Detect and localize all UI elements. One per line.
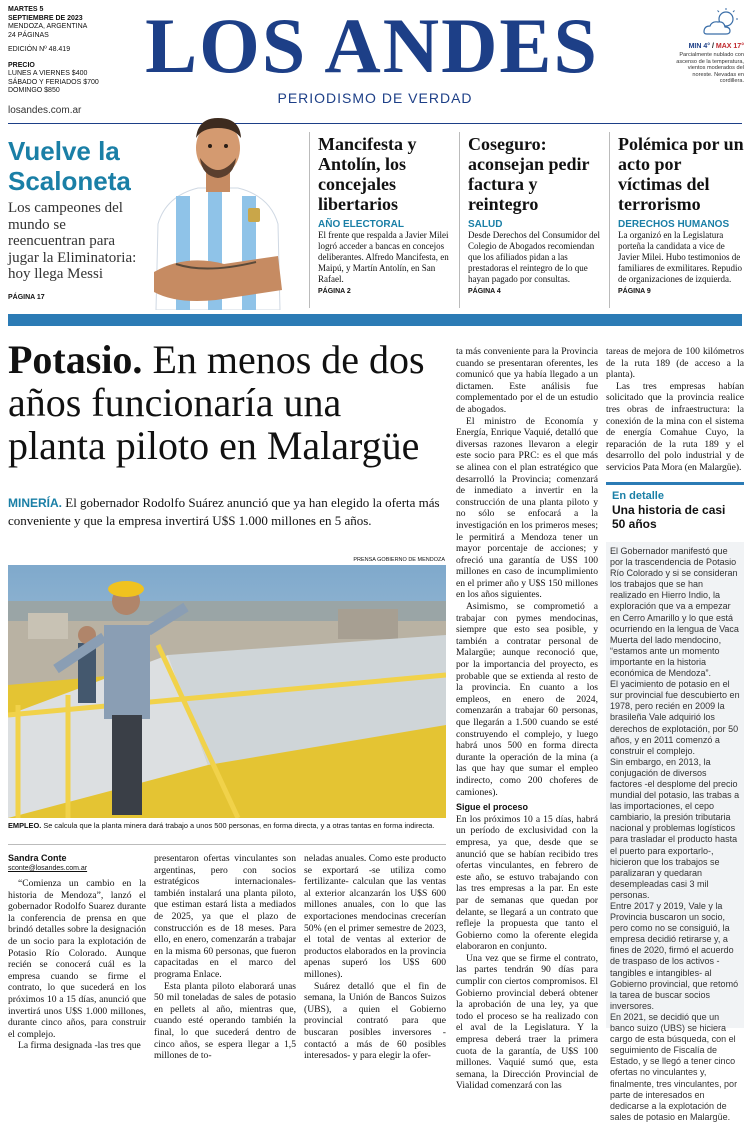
paragraph: tareas de mejora de 100 kilómetros de la ruta 189 (de acceso a la planta). <box>606 346 744 381</box>
main-headline[interactable] <box>8 338 448 467</box>
article-column-4 <box>456 346 598 1092</box>
promo-headline: Mancifesta y Antolín, los concejales libertarios <box>318 134 417 214</box>
article-column-2 <box>154 853 296 1062</box>
photo-caption <box>8 821 448 830</box>
subheading: Sigue el proceso <box>456 802 529 813</box>
paragraph: ta más conveniente para la Provincia cuando se presentaran oferentes, les comunicó que ya había llegado a un dictamen. Este análisis fue complementado por el de un estudio de abogados. <box>456 346 598 415</box>
promo-text: El frente que respalda a Javier Milei logró acceder a bancas en concejos deliberantes. Alfredo Mancifesta, en Maipú, y Martín Antolín, en San Rafael. <box>318 230 449 284</box>
paragraph: Una vez que se firme el contrato, las partes tendrán 90 días para cumplir con ciertos compromisos. El Gobierno provincial deberá obtener la aprobación de una ley, ya que todo el proceso se ha realizado con el aval de la Legislatura. Y la empresa deberá traer la primera cuota de la garantía, de U$S 100 millones. Vaquié sumó que, esta semana, la Dirección Provincial de Vialidad comenzará con las <box>456 952 598 1092</box>
promo-kicker: DERECHOS HUMANOS <box>618 219 730 230</box>
paragraph: El ministro de Economía y Energía, Enrique Vaquié, detalló que diversas razones llevaron a elegir este socio para PRC: es el que más se alinea con el plan estratégico que desarrolló la Provincia; comenzará de inmediato a invertir en la construcción de una planta piloto y no sólo se enfocará a la investigación en los primeros meses; le permitirá a Mendoza tener un mayor porcentaje de acciones; y ofreció una garantía de U$S 100 millones en caso de incumplimiento en el primer año y U$S 150 millones en los años siguientes. <box>456 415 598 601</box>
price-label: PRECIO <box>8 61 35 69</box>
main-deck-text: El gobernador Rodolfo Suárez anunció que ya han elegido la oferta más conveniente y que la empresa invertirá U$S 1.000 millones en 5 años. <box>8 495 440 528</box>
weather-max: MAX 17° <box>715 43 744 50</box>
promo-kicker: AÑO ELECTORAL <box>318 219 404 230</box>
article-column-1 <box>8 878 146 1052</box>
main-photo <box>8 565 446 818</box>
weather-min: MIN 4° <box>688 43 711 50</box>
masthead-tagline: PERIODISMO DE VERDAD <box>277 90 473 106</box>
sidebar-body <box>610 546 740 1123</box>
paragraph: Esta planta piloto elaborará unas 50 mil toneladas de sales de potasio en pellets al año, mientras que, cuando esté operando también la final, lo que sucederá dentro de cinco años, se espera llegar a 1,5 millones de to- <box>154 980 296 1062</box>
promo-divider <box>459 132 460 308</box>
edition-date-2: SEPTIEMBRE DE 2023 <box>8 14 83 22</box>
promo-kicker: SALUD <box>468 219 503 230</box>
main-deck-kicker: MINERÍA. <box>8 496 62 510</box>
main-deck <box>8 494 448 529</box>
photo-credit: PRENSA GOBIERNO DE MENDOZA <box>353 557 445 563</box>
paragraph: En 2021, se decidió que un banco suizo (UBS) se hiciera cargo de esta búsqueda, con el seguimiento de Fiscalía de Estado, y se llegó a tener cinco ofertas no vinculantes y, finalmente, tres vinculantes, por parte de interesados en dedicarse a la explotación de sales de potasio en Malargüe. <box>610 1011 738 1122</box>
weather-temps: MIN 4° / MAX 17° <box>688 43 744 50</box>
edition-number: EDICIÓN Nº 48.419 <box>8 46 71 53</box>
paragraph: Suárez detalló que el fin de semana, la Unión de Bancos Suizos (UBS), a quien el Gobierno provincial contrató para que buscaran posibles inversores -contactó a más de 60 posibles interesados- y para elegir la ofer- <box>304 980 446 1062</box>
promo-text: La organizó en la Legislatura porteña la candidata a vice de Javier Milei. Hubo testimonios de familiares de exmilitares. Repudio de organizaciones de izquierda. <box>618 230 742 284</box>
edition-pages: 24 PÁGINAS <box>8 31 49 39</box>
sidebar-kicker: En detalle <box>612 490 664 502</box>
caption-divider <box>8 844 446 845</box>
paragraph: En los próximos 10 a 15 días, habrá un período de exclusividad con la empresa, ya que, desde que se anunció que se habían recibido tres ofertas vinculantes, en febrero de este año, se estuvo trabajando con las tres empresas a la par. En este par de semanas que quedan por delante, se llegará a un contrato que refleje la propuesta que tanto el Gobierno como la oferente elegida elaboraron en conjunto. <box>456 813 598 953</box>
main-headline-rest: En menos de dos años funcionaría una planta piloto en Malargüe <box>8 337 425 468</box>
price-weekday: LUNES A VIERNES $400 <box>8 70 88 77</box>
paragraph: El Gobernador manifestó que por la trascendencia de Potasio Río Colorado y si se consideran los trabajos que se han realizado en Hierro Indio, la exploración que va a empezar en Cerro Amarillo y lo que está ocurriendo en la lengua de Vaca Muerta del lado mendocino, “estamos ante un momento importante en la historia económica de Mendoza”. <box>610 546 739 679</box>
paragraph: presentaron ofertas vinculantes son argentinas, pero con socios estratégicos internacionales- también instalará una planta piloto, que estiman estará lista a mediados de 2025, ya que el plazo de construcción es de 18 meses. Para ello, en enero, comenzarán a trabajar en la misma 60 personas, que fueron capacitadas en el marco del programa Enlace. <box>154 853 296 980</box>
promo-divider <box>309 132 310 308</box>
masthead-divider <box>8 123 742 124</box>
paragraph: neladas anuales. Como este producto se exportará -se utiliza como fertilizante- calculan que las ventas al exterior alcanzarán los U$S 600 millones anuales, con lo que las exportaciones mendocinas crecerían 50% (en el primer semestre de 2023, el total de ventas al exterior de productos elaborados en la provincia apenas superó los U$S 600 millones). <box>304 853 446 980</box>
promo-divider <box>609 132 610 308</box>
promo-page: PÁGINA 2 <box>318 288 351 295</box>
paragraph: El yacimiento de potasio en el sur provincial fue descubierto en 1978, pero recién en 2009 la brasileña Vale adquirió los derechos de explotación, por 50 años, y en 2011 comenzó a construir el complejo. <box>610 679 740 756</box>
paragraph: Las tres empresas habían solicitado que la provincia realice tres obras de infraestructura: la conexión de la mina con el sistema de energía Comahue Cuyo, la reparación de la ruta 189 y el desarrollo del polo industrial y de servicios Pata Mora (en Malargüe). <box>606 380 744 473</box>
promo-sports[interactable] <box>8 132 298 310</box>
promo-text: Desde Derechos del Consumidor del Colegio de Abogados recomiendan que los afiliados pidan a las prestadoras el reintegro de lo que hayan pagado por consultas. <box>468 230 600 284</box>
masthead-logo: LOS ANDES <box>145 2 599 89</box>
author-email[interactable]: sconte@losandes.com.ar <box>8 865 88 872</box>
paragraph: Sin embargo, en 2013, la conjugación de diversos factores -el desplome del precio mundial del potasio, las trabas a las importaciones, el cepo cambiario, la presión tributaria nacional y problemas logísticos para trasladar el producto hasta el puerto para exportarlo-, hicieron que los trabajos se paralizaran y quedaran desempleadas casi 3 mil personas. <box>610 756 740 900</box>
promo-sports-headline: Vuelve la Scaloneta <box>8 136 131 196</box>
promo-headline: Polémica por un acto por víctimas del terrorismo <box>618 134 744 214</box>
author-name: Sandra Conte <box>8 853 67 863</box>
edition-date: MARTES 5 <box>8 6 44 13</box>
price-saturday: SÁBADO Y FERIADOS $700 <box>8 78 99 86</box>
paragraph: La firma designada -las tres que <box>18 1040 141 1052</box>
promo-card[interactable] <box>318 134 454 295</box>
edition-city: MENDOZA, ARGENTINA <box>8 23 88 30</box>
section-divider-bar <box>8 314 742 326</box>
promo-card[interactable] <box>618 134 744 295</box>
player-photo <box>146 104 290 310</box>
promo-sports-deck: Los campeones del mundo se reencuentran para jugar la Eliminatoria: hoy llega Messi <box>8 200 137 282</box>
promo-page: PÁGINA 9 <box>618 288 651 295</box>
caption-kicker: EMPLEO. <box>8 821 42 830</box>
paragraph: “Comienza un cambio en la historia de Mendoza”, lanzó el gobernador Rodolfo Suarez durante la conferencia de prensa en que brindó detalles sobre la designación de un socio para la explotación de Potasio Río Colorado. Aunque recién se conocerá cuál es la empresa cuando se firme el contrato, lo que sucederá en los próximos 10 a 15 días, anunció que invertirá unos U$S 1.000 millones, durante cinco años, para construir el complejo. <box>8 878 146 1040</box>
sidebar-box <box>606 482 744 1122</box>
weather-icon <box>698 6 742 38</box>
sidebar-title: Una historia de casi 50 años <box>612 503 726 531</box>
promo-page: PÁGINA 4 <box>468 288 501 295</box>
article-column-5 <box>606 346 744 474</box>
edition-info <box>8 6 108 96</box>
caption-text: Se calcula que la planta minera dará trabajo a unos 500 personas, en forma directa, y a otras tantas en forma indirecta. <box>41 821 435 830</box>
main-headline-bold: Potasio. <box>8 337 143 382</box>
price-sunday: DOMINGO $850 <box>8 87 60 94</box>
weather-forecast: Parcialmente nublado con ascenso de la temperatura, vientos moderados del noreste. Nevadas en cordillera. <box>676 52 744 85</box>
promo-sports-page: PÁGINA 17 <box>8 294 45 301</box>
paragraph: Asimismo, se comprometió a trabajar con pymes mendocinas, siempre que esto sea posible, y también a contratar personal de Malargüe; aunque reconoció que, por la importancia del proyecto, es probable que se extienda al resto de la provincia. En cuanto a los empleos, en enero de 2024, comenzarán a trabajar 60 personas, que llegarán a 1.500 cuando se esté construyendo el complejo, y luego habrá unos 500 en forma directa durante la operación de la mina (a las que hay que sumar el empleo indirecto, como 200 choferes de camiones). <box>456 601 598 798</box>
website-link[interactable]: losandes.com.ar <box>8 105 82 116</box>
promo-card[interactable] <box>468 134 604 295</box>
article-column-3 <box>304 853 446 1062</box>
promo-headline: Coseguro: aconsejan pedir factura y reintegro <box>468 134 590 214</box>
paragraph: Entre 2017 y 2019, Vale y la Provincia buscaron un socio, pero como no se consiguió, la empresa decidió retirarse y, a fines de 2020, firmó el acuerdo de traspaso de los activos -tangibles e intangibles- al Gobierno provincial, que retomó la tarea de buscar socios inversores. <box>610 901 739 1011</box>
